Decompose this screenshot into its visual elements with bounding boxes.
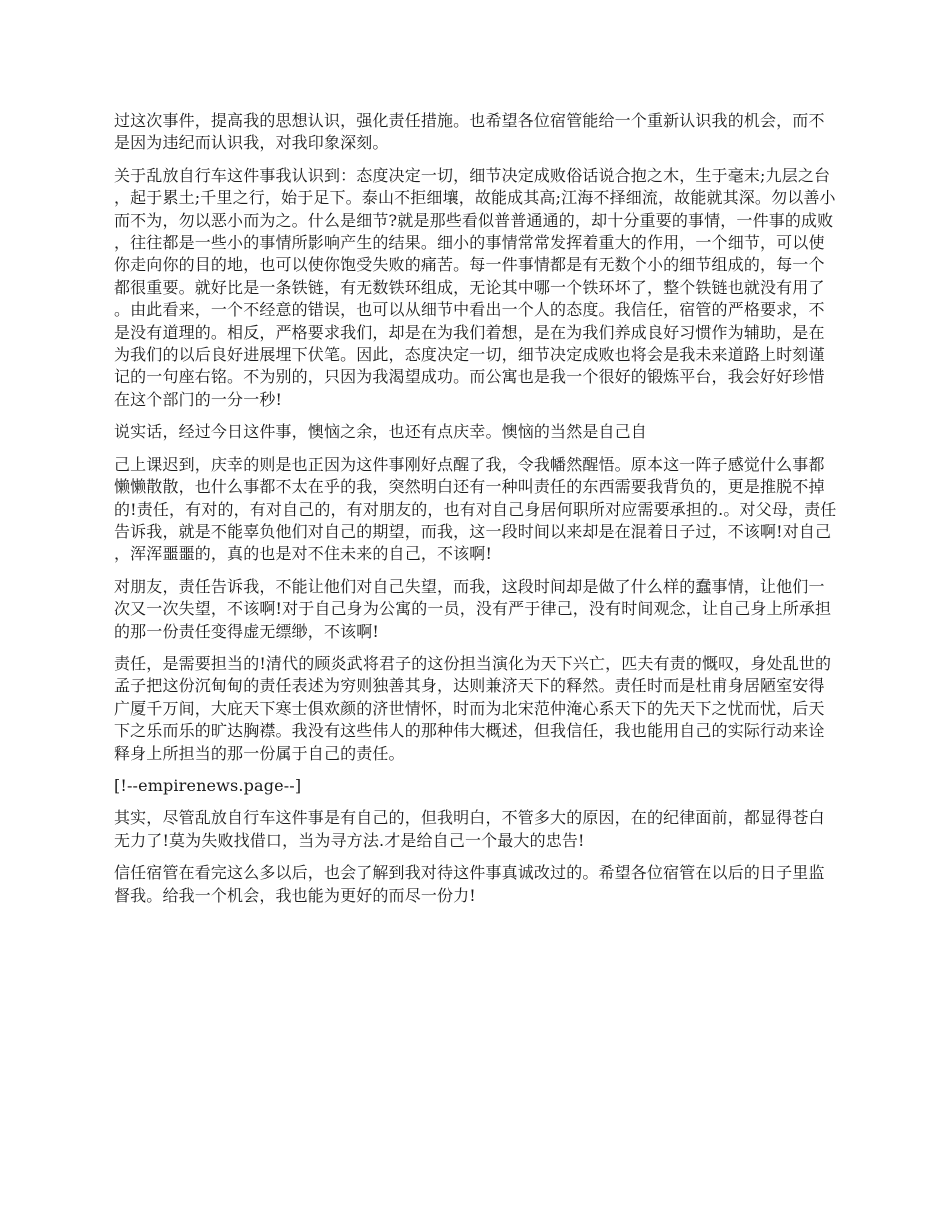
paragraph-5: 对朋友，责任告诉我，不能让他们对自己失望，而我，这段时间却是做了什么样的蠢事情，让他们一次又一次失望，不该啊!对于自己身为公寓的一员，没有严于律己，没有时间观念，让自己身上所承担的那一份责任变得虚无缥缈，不该啊!	[114, 576, 832, 641]
paragraph-3: 说实话，经过今日这件事，懊恼之余，也还有点庆幸。懊恼的当然是自己自	[114, 422, 647, 442]
document-body	[114, 110, 840, 917]
paragraph-8: 信任宿管在看完这么多以后，也会了解到我对待这件事真诚改过的。希望各位宿管在以后的日子里监督我。给我一个机会，我也能为更好的而尽一份力!	[114, 863, 825, 905]
paragraph-2: 关于乱放自行车这件事我认识到：态度决定一切，细节决定成败俗话说合抱之木，生于毫末;九层之台，起于累土;千里之行，始于足下。泰山不拒细壤，故能成其高;江海不择细流，故能就其深。勿以善小而不为，勿以恶小而为之。什么是细节?就是那些看似普普通通的，却十分重要的事情，一件事的成败，往往都是一些小的事情所影响产生的结果。细小的事情常常发挥着重大的作用，一个细节，可以使你走向你的目的地，也可以使你饱受失败的痛苦。每一件事情都是有无数个小的细节组成的，每一个都很重要。就好比是一条铁链，有无数铁环组成，无论其中哪一个铁环坏了，整个铁链也就没有用了。由此看来，一个不经意的错误，也可以从细节中看出一个人的态度。我信任，宿管的严格要求，不是没有道理的。相反，严格要求我们，却是在为我们着想，是在为我们养成良好习惯作为辅助，是在为我们的以后良好进展埋下伏笔。因此，态度决定一切，细节决定成败也将会是我未来道路上时刻谨记的一句座右铭。不为别的，只因为我渴望成功。而公寓也是我一个很好的锻炼平台，我会好好珍惜在这个部门的一分一秒!	[114, 165, 836, 409]
paragraph-1: 过这次事件，提高我的思想认识，强化责任措施。也希望各位宿管能给一个重新认识我的机会，而不是因为违纪而认识我，对我印象深刻。	[114, 111, 825, 153]
paragraph-6: 责任，是需要担当的!清代的顾炎武将君子的这份担当演化为天下兴亡，匹夫有责的慨叹，身处乱世的孟子把这份沉甸甸的责任表述为穷则独善其身，达则兼济天下的释然。责任时而是杜甫身居陋室安得广厦千万间，大庇天下寒士俱欢颜的济世情怀，时而为北宋范仲淹心系天下的先天下之忧而忧，后天下之乐而乐的旷达胸襟。我没有这些伟人的那种伟大概述，但我信任，我也能用自己的实际行动来诠释身上所担当的那一份属于自己的责任。	[114, 653, 832, 763]
page-break-marker: [!--empirenews.page--]	[114, 775, 302, 795]
paragraph-4: 己上课迟到，庆幸的则是也正因为这件事刚好点醒了我，令我幡然醒悟。原本这一阵子感觉什么事都懒懒散散，也什么事都不太在乎的我，突然明白还有一种叫责任的东西需要我背负的，更是推脱不掉的!责任，有对的，有对自己的，有对朋友的，也有对自己身居何职所对应需要承担的.。对父母，责任告诉我，就是不能辜负他们对自己的期望，而我，这一段时间以来却是在混着日子过，不该啊!对自己，浑浑噩噩的，真的也是对不住未来的自己，不该啊!	[114, 454, 837, 564]
paragraph-7: 其实，尽管乱放自行车这件事是有自己的，但我明白，不管多大的原因，在的纪律面前，都显得苍白无力了!莫为失败找借口，当为寻方法.才是给自己一个最大的忠告!	[114, 808, 825, 850]
